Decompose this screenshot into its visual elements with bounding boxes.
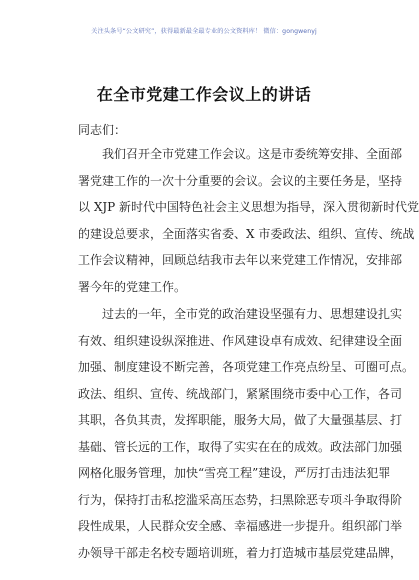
- paragraph-line: 我们召开全市党建工作会议。这是市委统筹安排、全面部: [102, 147, 403, 161]
- paragraph-line: 有效、组织建设纵深推进、作风建设卓有成效、纪律建设全面: [78, 333, 403, 348]
- greeting: 同志们：: [78, 123, 127, 137]
- paragraph-line: 的建设总要求，全面落实省委、X 市委政法、组织、宣传、统战: [78, 226, 415, 241]
- paragraph-line: 署党建工作的一次十分重要的会议。会议的主要任务是，坚持: [78, 173, 403, 188]
- paragraph-line: 办领导干部走名校专题培训班，着力打造城市基层党建品牌，: [78, 545, 403, 560]
- paragraph-line: 行为，保持打击私挖滥采高压态势，扫黑除恶专项斗争取得阶: [78, 492, 403, 507]
- paragraph-line: 过去的一年，全市党的政治建设坚强有力、思想建设扎实: [102, 307, 403, 321]
- paragraph-line: 以 XJP 新时代中国特色社会主义思想为指导，深入贯彻新时代党: [78, 200, 419, 214]
- paragraph-line: 署今年的党建工作。: [78, 279, 187, 294]
- paragraph-2: [78, 301, 415, 566]
- document-title: 在全市党建工作会议上的讲话: [96, 85, 312, 104]
- paragraph-line: 工作会议精神，回顾总结我市去年以来党建工作情况，安排部: [78, 253, 403, 267]
- header-note: 关注头条号“公文研究”，获得最新最全最专业的公文资料库！ 微信：gongwenyj: [91, 28, 317, 35]
- paragraph-line: 政法、组织、宣传、统战部门，紧紧围绕市委中心工作，各司: [78, 386, 403, 401]
- paragraph-line: 网格化服务管理，加快“雪亮工程”建设，严厉打击违法犯罪: [78, 466, 391, 480]
- paragraph-line: 基础、管长远的工作，取得了实实在在的成效。政法部门加强: [78, 439, 403, 454]
- paragraph-1: [78, 141, 419, 300]
- paragraph-line: 其职，各负其责，发挥职能，服务大局，做了大量强基层、打: [78, 413, 403, 427]
- paragraph-line: 加强、制度建设不断完善，各项党建工作亮点纷呈、可圈可点。: [78, 360, 415, 374]
- paragraph-line: 段性成果，人民群众安全感、幸福感进一步提升。组织部门举: [78, 519, 403, 533]
